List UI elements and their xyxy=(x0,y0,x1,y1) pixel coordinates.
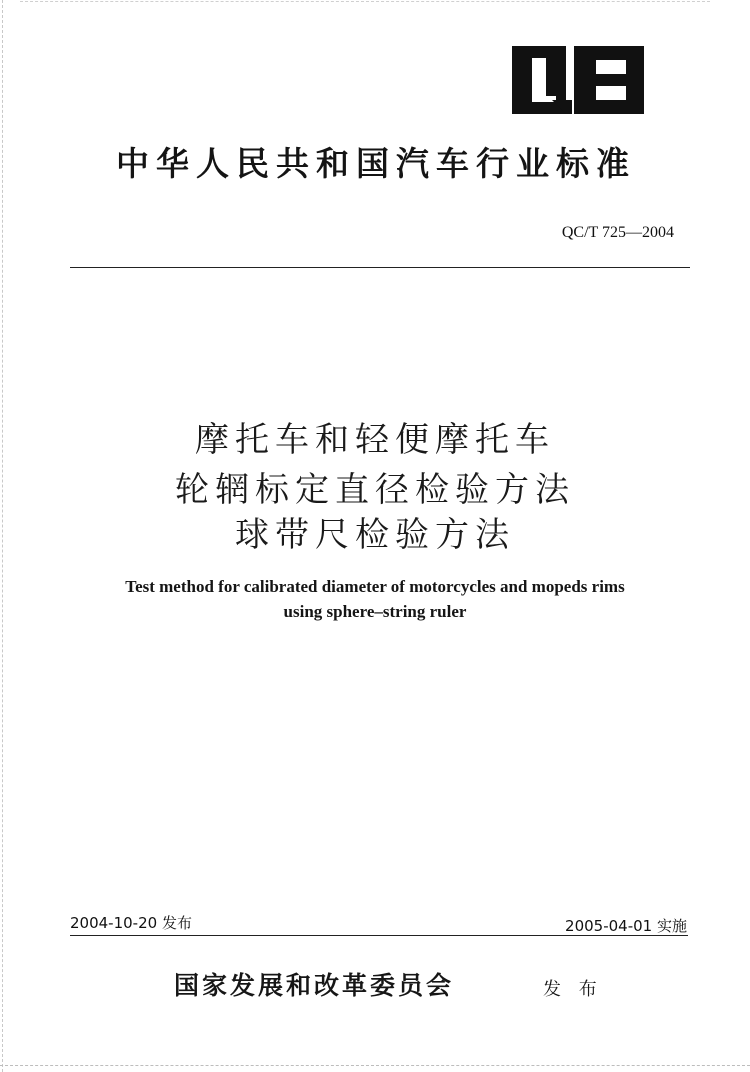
header-title: 中华人民共和国汽车行业标准 xyxy=(116,144,636,183)
publish-label: 发 布 xyxy=(543,979,603,1000)
publisher-name: 国家发展和改革委员会 xyxy=(174,971,455,1000)
qc-logo xyxy=(512,46,644,114)
page-edge-top xyxy=(20,1,710,2)
page-edge-bottom xyxy=(0,1065,750,1066)
cn-title-line-3: 球带尺检验方法 xyxy=(235,515,515,555)
cn-title-line-2: 轮辋标定直径检验方法 xyxy=(175,470,575,510)
issue-date: 2004-10-20 发布 xyxy=(70,914,192,932)
cn-title-line-1: 摩托车和轻便摩托车 xyxy=(195,420,555,460)
en-title-line-2: using sphere–string ruler xyxy=(283,602,467,621)
footer-rule xyxy=(70,935,688,936)
standard-number: QC/T 725—2004 xyxy=(561,224,674,241)
header-rule xyxy=(70,267,690,268)
implementation-date: 2005-04-01 实施 xyxy=(565,917,687,935)
en-title-line-1: Test method for calibrated diameter of motorcycles and mopeds rims xyxy=(125,577,625,596)
